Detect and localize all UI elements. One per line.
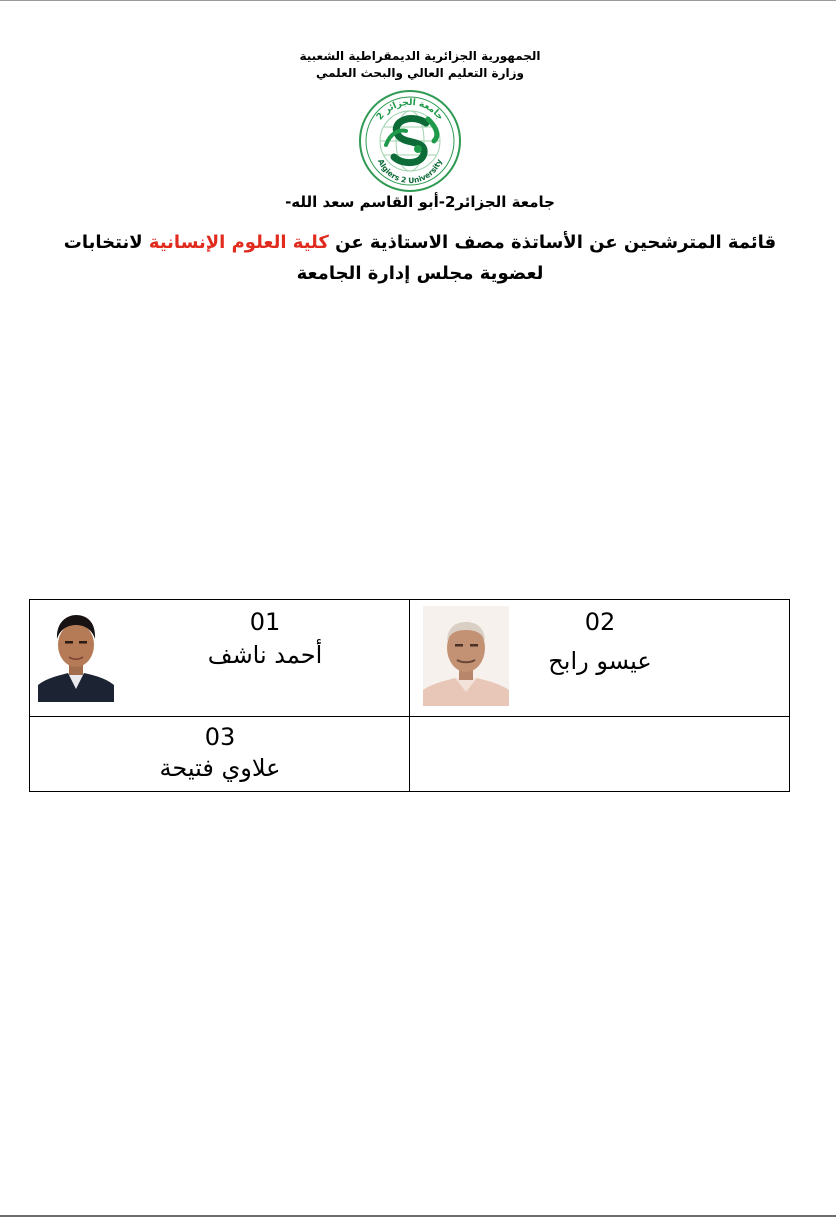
logo-latin-text: Algiers 2 University <box>376 157 444 186</box>
university-name: جامعة الجزائر2-أبو القاسم سعد الله- <box>285 193 555 211</box>
table-row <box>30 600 790 717</box>
candidate-number-03: 03 <box>204 723 236 751</box>
candidate-name-02: عيسو رابح <box>548 647 652 675</box>
candidate-number-02: 02 <box>584 608 616 636</box>
logo-arabic-text: جامعة الجزائر 2 <box>374 97 446 123</box>
title-line-2: لعضوية مجلس إدارة الجامعة <box>296 263 544 284</box>
title-end: لانتخابات <box>63 232 149 253</box>
candidate-cell-02 <box>410 600 790 717</box>
candidate-cell-03 <box>30 717 410 792</box>
candidate-name-03: علاوي فتيحة <box>159 754 281 782</box>
table-row <box>30 717 790 792</box>
candidate-number-01: 01 <box>249 608 281 636</box>
faculty-name: كلية العلوم الإنسانية <box>148 232 329 253</box>
candidate-photo-01 <box>38 605 114 702</box>
candidate-cell-01 <box>30 600 410 717</box>
title-line-1 <box>40 231 800 255</box>
page-top-border <box>0 0 836 1</box>
page-bottom-border <box>0 1215 836 1217</box>
title-start: قائمة المترشحين عن الأساتذة مصف الاستاذية عن <box>328 232 777 253</box>
ministry-line: وزارة التعليم العالي والبحث العلمي <box>315 66 525 80</box>
university-logo <box>356 89 464 193</box>
empty-cell <box>410 717 790 792</box>
candidate-photo-02 <box>423 606 509 706</box>
candidates-table <box>29 599 790 792</box>
republic-line: الجمهورية الجزائرية الديمقراطية الشعبية <box>299 49 541 63</box>
candidate-name-01: أحمد ناشف <box>207 641 323 669</box>
